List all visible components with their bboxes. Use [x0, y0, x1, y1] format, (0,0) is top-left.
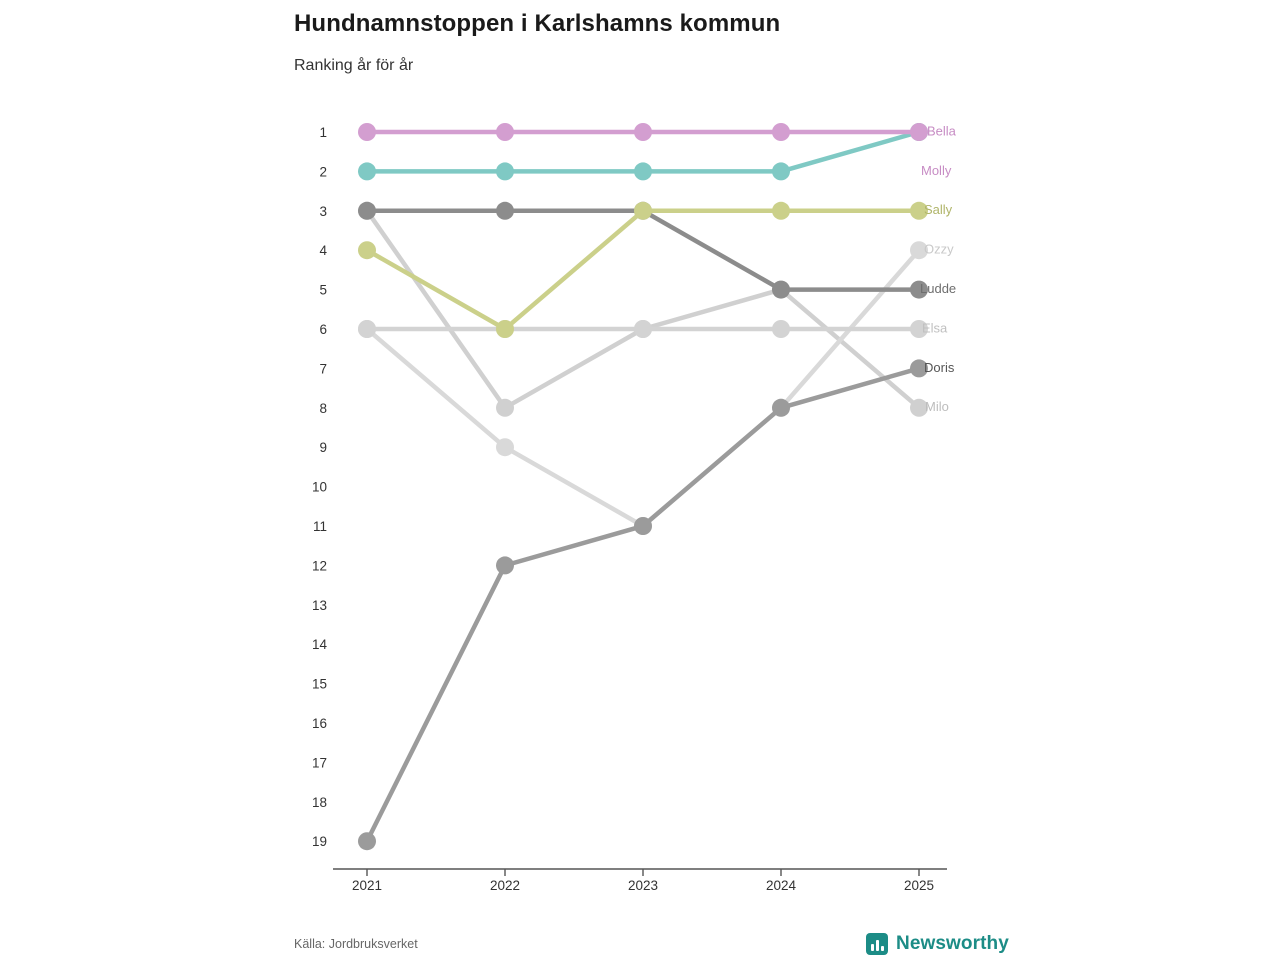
data-point [772, 123, 790, 141]
y-tick-label: 8 [319, 400, 327, 416]
series-label-ozzy: Ozzy [924, 241, 954, 257]
y-tick-label: 12 [311, 558, 327, 574]
y-tick-label: 9 [319, 440, 327, 456]
series-label-sally: Sally [924, 202, 953, 218]
y-tick-label: 13 [311, 597, 327, 613]
data-point [496, 162, 514, 180]
data-point [496, 438, 514, 456]
y-tick-label: 15 [311, 676, 327, 692]
y-tick-label: 17 [311, 755, 327, 771]
data-point [496, 399, 514, 417]
data-point [634, 202, 652, 220]
series-bella [358, 123, 928, 141]
y-tick-label: 7 [319, 361, 327, 377]
series-milo [358, 202, 928, 417]
data-point [496, 320, 514, 338]
data-point [496, 123, 514, 141]
page-subtitle: Ranking år för år [294, 57, 414, 74]
y-tick-label: 5 [319, 282, 327, 298]
series-line [367, 368, 919, 841]
y-tick-label: 6 [319, 322, 327, 337]
brand-name: Newsworthy [896, 933, 1009, 954]
series-line [367, 211, 919, 408]
series-doris [358, 359, 928, 850]
data-point [634, 162, 652, 180]
data-point [358, 202, 376, 220]
series-line [367, 211, 919, 329]
data-point [634, 320, 652, 338]
data-point [910, 123, 928, 141]
series-label-elsa: Elsa [922, 320, 948, 336]
data-point [634, 123, 652, 141]
y-tick-label: 18 [311, 794, 327, 810]
brand-mark [866, 933, 1009, 955]
x-tick-label: 2024 [765, 878, 797, 893]
y-tick-label: 3 [319, 203, 327, 219]
bar-chart-icon [866, 933, 888, 955]
data-point [358, 832, 376, 850]
x-tick-label: 2023 [627, 878, 659, 893]
y-tick-label: 11 [312, 519, 327, 534]
series-line [367, 211, 919, 290]
x-tick-label: 2025 [903, 878, 935, 893]
y-tick-label: 1 [319, 125, 327, 140]
data-point [772, 162, 790, 180]
page-title: Hundnamnstoppen i Karlshamns kommun [294, 10, 781, 37]
data-point [358, 123, 376, 141]
y-tick-label: 10 [311, 479, 327, 495]
data-point [772, 320, 790, 338]
data-point [634, 517, 652, 535]
data-point [358, 162, 376, 180]
data-point [772, 281, 790, 299]
y-tick-label: 4 [319, 243, 327, 259]
series-label-ludde: Ludde [920, 281, 957, 297]
series-label-bella: Bella [927, 123, 956, 139]
x-tick-label: 2021 [351, 878, 383, 893]
y-tick-label: 14 [311, 637, 327, 653]
y-tick-label: 16 [311, 716, 327, 731]
data-point [496, 202, 514, 220]
y-tick-label: 2 [319, 164, 327, 180]
data-point [358, 320, 376, 338]
data-point [772, 202, 790, 220]
x-tick-label: 2022 [489, 878, 521, 893]
data-point [772, 399, 790, 417]
source-note: Källa: Jordbruksverket [294, 937, 418, 951]
y-tick-label: 19 [311, 834, 327, 850]
data-point [496, 556, 514, 574]
data-point [358, 241, 376, 259]
series-label-molly: Molly [921, 162, 952, 178]
series-label-milo: Milo [925, 399, 949, 415]
series-label-doris: Doris [924, 359, 955, 375]
